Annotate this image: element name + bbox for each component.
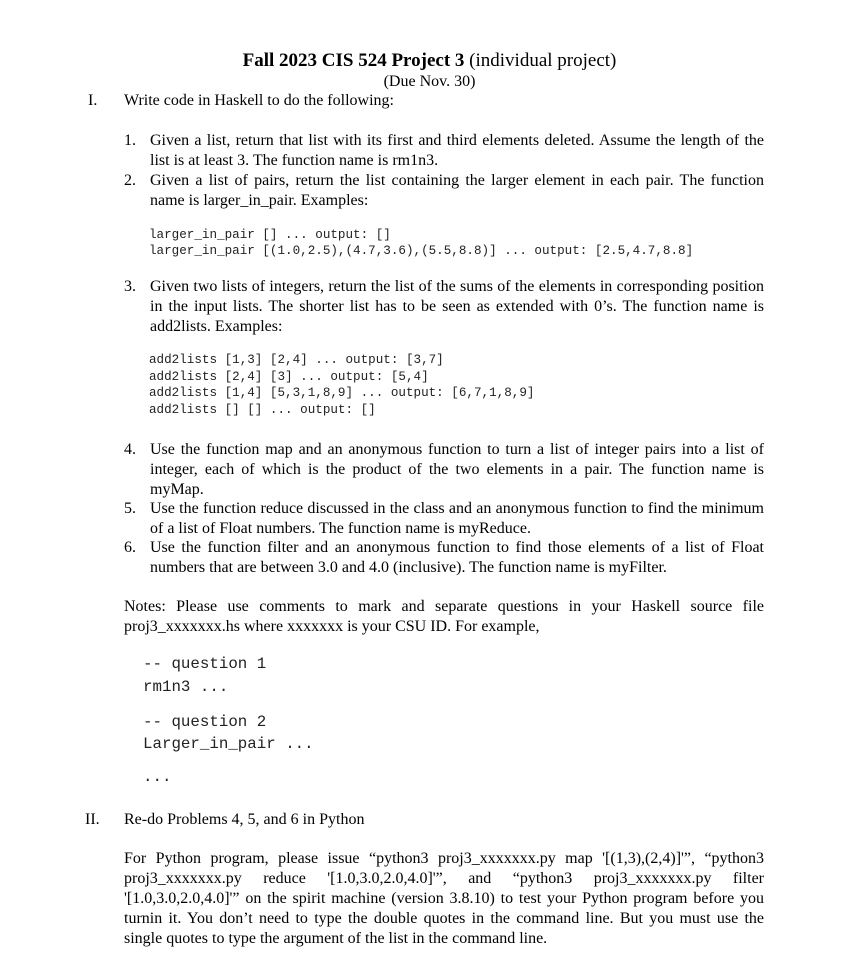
- item-6-text: Use the function filter and an anonymous function to find those elements of a list of Float numbers that are between 3.0 and 4.0 (inclusive). The function name is myFilter.: [150, 539, 764, 576]
- code-comment-question-2: -- question 2: [143, 713, 267, 731]
- item-4-text: Use the function map and an anonymous function to turn a list of integer pairs into a list of integer, each of which is the product of the two elements in a pair. The function name is myMap.: [150, 441, 764, 498]
- item-3-number: 3.: [124, 278, 136, 295]
- item-2-number: 2.: [124, 172, 136, 189]
- python-instructions-paragraph: For Python program, please issue “python3 proj3_xxxxxxx.py map '[(1,3),(2,4)]'”, “python3 proj3_xxxxxxx.py reduce '[1.0,3.0,2.0,4.0]'”, and “python3 proj3_xxxxxxx.py filter '[1.0,3.0,2.0,4.0]'” on the spirit machine (version 3.8.10) to test your Python program before you turnin it. You don’t need to type the double quotes in the command line. But you must use the single quotes to type the argument of the list in the command line.: [124, 850, 764, 947]
- example2-line-2: larger_in_pair [(1.0,2.5),(4.7,3.6),(5.5,8.8)] ... output: [2.5,4.7,8.8]: [149, 244, 694, 258]
- code-line-larger-in-pair: Larger_in_pair ...: [143, 735, 314, 753]
- code-comment-question-1: -- question 1: [143, 655, 267, 673]
- code-ellipsis: ...: [143, 768, 172, 786]
- section2-heading: Re-do Problems 4, 5, and 6 in Python: [124, 811, 365, 828]
- notes-paragraph: Notes: Please use comments to mark and separate questions in your Haskell source file proj3_xxxxxxx.hs where xxxxxxx is your CSU ID. For example,: [124, 598, 764, 635]
- item-1-text: Given a list, return that list with its first and third elements deleted. Assume the length of the list is at least 3. The function name is rm1n3.: [150, 132, 764, 169]
- item-1-number: 1.: [124, 132, 136, 149]
- title-bold: Fall 2023 CIS 524 Project 3: [242, 50, 465, 71]
- item-5-number: 5.: [124, 500, 136, 517]
- section1-heading: Write code in Haskell to do the following:: [124, 92, 394, 109]
- example3-line-1: add2lists [1,3] [2,4] ... output: [3,7]: [149, 353, 444, 367]
- example3-line-2: add2lists [2,4] [3] ... output: [5,4]: [149, 370, 429, 384]
- item-4-number: 4.: [124, 441, 136, 458]
- item-6-number: 6.: [124, 539, 136, 556]
- section2-numeral: II.: [85, 811, 100, 828]
- section1-numeral: I.: [88, 92, 98, 109]
- item-5-text: Use the function reduce discussed in the class and an anonymous function to find the minimum of a list of Float numbers. The function name is myReduce.: [150, 500, 764, 537]
- page-title: [0, 50, 859, 72]
- item-2-text: Given a list of pairs, return the list containing the larger element in each pair. The function name is larger_in_pair. Examples:: [150, 172, 764, 209]
- code-line-rm1n3: rm1n3 ...: [143, 678, 229, 696]
- item-3-text: Given two lists of integers, return the list of the sums of the elements in corresponding position in the input lists. The shorter list has to be seen as extended with 0’s. The function name is add2lists. Examples:: [150, 278, 764, 335]
- example3-line-3: add2lists [1,4] [5,3,1,8,9] ... output: [6,7,1,8,9]: [149, 386, 535, 400]
- example2-line-1: larger_in_pair [] ... output: []: [149, 228, 391, 242]
- due-date: (Due Nov. 30): [383, 73, 476, 90]
- title-rest: (individual project): [464, 50, 617, 71]
- example3-line-4: add2lists [] [] ... output: []: [149, 403, 376, 417]
